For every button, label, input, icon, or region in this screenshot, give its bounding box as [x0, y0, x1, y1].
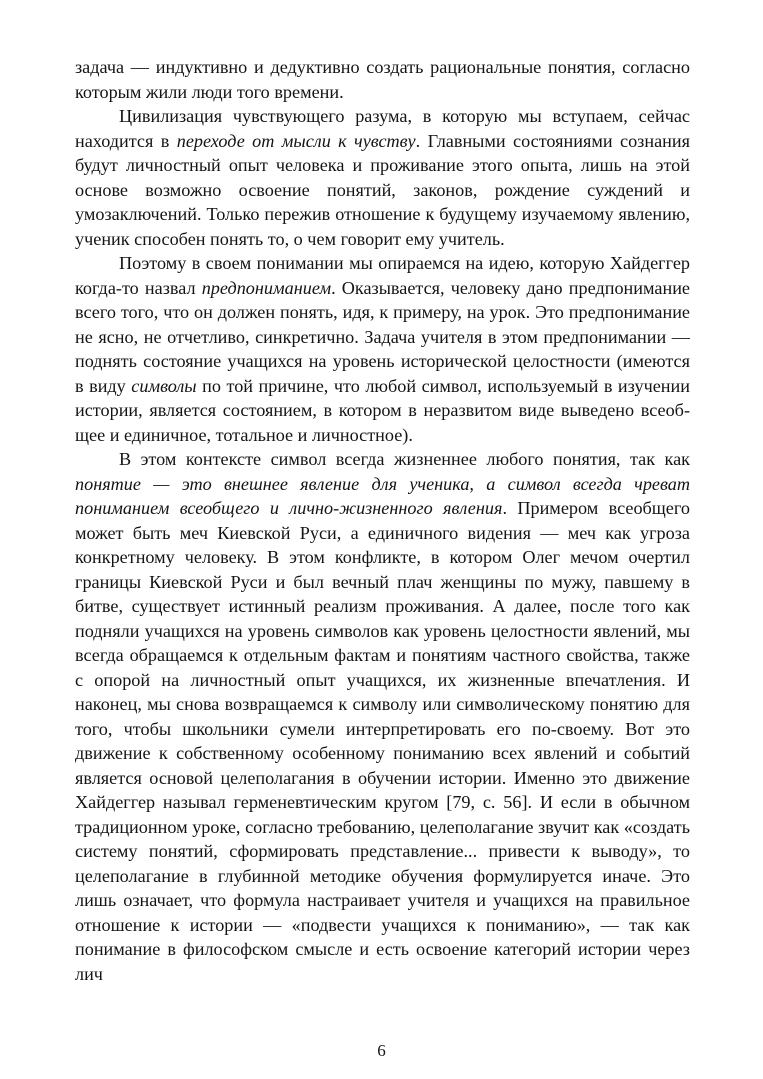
italic-text-run: символы [131, 375, 197, 396]
paragraph-1 [75, 55, 690, 104]
text-run: Поэтому в своем понимании мы опираемся на идею, которую Хайдеггер когда-то назвал [75, 253, 690, 298]
text-run: . Оказывается, человеку дано предпонимание всего того, что он должен понять, идя, к примеру, на урок. Это предпонимание не ясно, не отчетливо, синкретично. Задача учителя в этом предпонимании — поднять состояние учащихся на уровень исторической целостности (имеются в виду [75, 277, 691, 396]
paragraph-3 [75, 251, 690, 447]
italic-text-run: понятие — это внешнее явление для ученика, а символ всегда чреват пониманием всеобщего и лично-жизненного явления [75, 473, 690, 518]
page-body [75, 55, 690, 986]
text-run: по той причине, что любой символ, используемый в изучении истории, является состоянием, в котором в неразвитом виде выведено всеобщее и единичное, тотальное и личностное). [75, 375, 690, 445]
text-run: В этом контексте символ всегда жизненнее любого понятия, так как [119, 449, 690, 469]
text-run: . Главными состояниями сознания будут личностный опыт человека и проживание этого опыта, лишь на этой основе возможно освоение понятий, законов, рождение суждений и умозаключений. Только пережив отношение к будущему изучаемому явлению, ученик способен понять то, о чем говорит ему учитель. [75, 130, 690, 249]
paragraph-2 [75, 104, 690, 251]
page-number: 6 [377, 1041, 386, 1060]
italic-text-run: предпониманием [201, 277, 332, 298]
text-run: . Примером всеобщего может быть меч Киевской Руси, а единичного видения — меч как угроза конкретному человеку. В этом конфликте, в котором Олег мечом очертил границы Киевской Руси и был вечный плач женщины по мужу, павшему в битве, существует истинный реализм проживания. А далее, после того как подняли учащихся на уровень символов как уровень целостности явлений, мы всегда обращаемся к отдельным фактам и понятиям частного свойства, также с опорой на личностный опыт учащихся, их жизненные впечатления. И наконец, мы снова возвращаемся к символу или символическому понятию для того, чтобы школьники сумели интерпретировать его по-своему. Вот это движение к собственному особенному пониманию всех явлений и событий является основой целеполагания в обучении истории. Именно это движение Хайдеггер называл герменевтическим кругом [79, с. 56]. И если в обычном традиционном уроке, согласно требованию, целеполагание звучит как «создать систему понятий, сформировать представление... привести к выводу», то целеполагание в глубинной методике обучения формулируется иначе. Это лишь означает, что формула настраивает учителя и учащихся на правильное отношение к истории — «подвести учащихся к пониманию», — так как понимание в философском смысле и есть освоение категорий истории через лич [75, 498, 690, 984]
text-run: задача — индуктивно и дедуктивно создать рациональные понятия, согласно которым жили люди того времени. [75, 57, 690, 102]
italic-text-run: переходе от мысли к чувству [176, 130, 416, 151]
paragraph-4 [75, 447, 690, 986]
text-run: Цивилизация чувствующего разума, в которую мы вступаем, сейчас находится в [75, 106, 690, 151]
